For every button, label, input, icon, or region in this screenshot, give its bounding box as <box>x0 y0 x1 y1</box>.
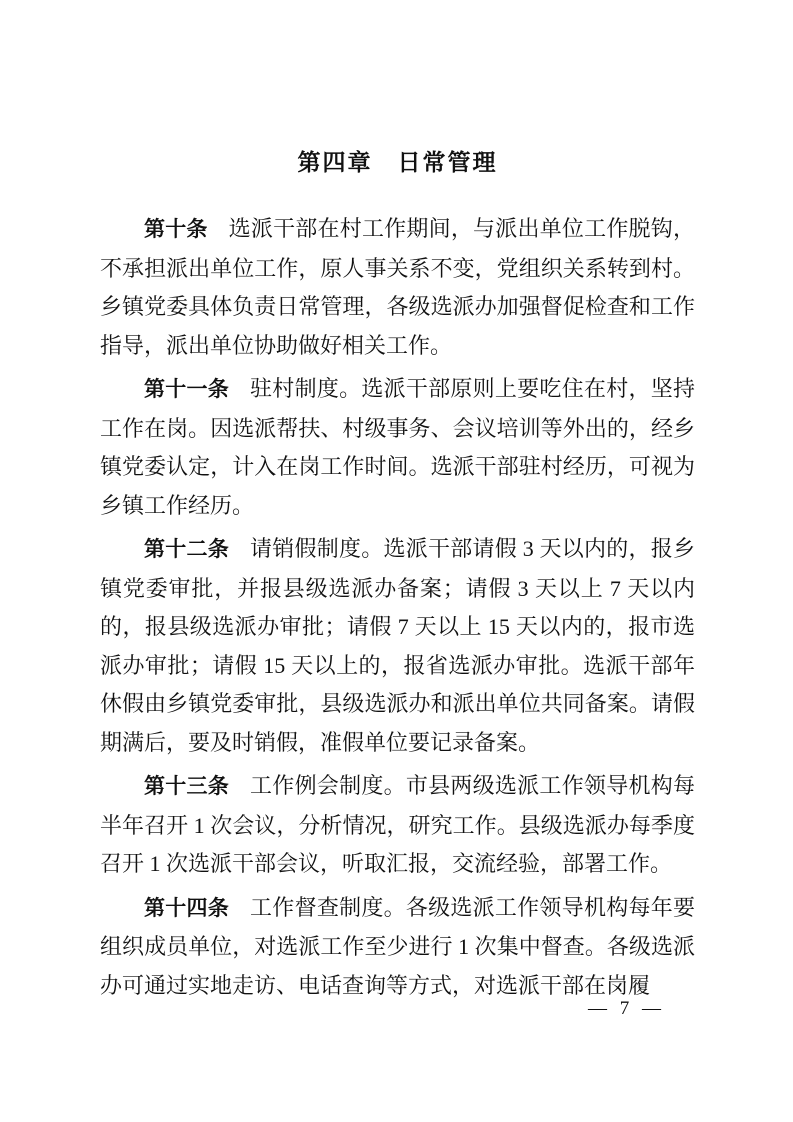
article-number: 第十二条 <box>144 538 229 561</box>
article-paragraph-13 <box>100 767 695 884</box>
article-paragraph-12 <box>100 530 695 762</box>
article-paragraph-14 <box>100 889 695 1006</box>
article-text: 请销假制度。选派干部请假 3 天以内的，报乡镇党委审批，并报县级选派办备案；请假 3 天以上 7 天以内的，报县级选派办审批；请假 7 天以上 15 天以内的，报市选派办审批；请假 15 天以上的，报省选派办审批。选派干部年休假由乡镇党委审批，县级选派办和派出单位共同备案。请假期满后，要及时销假，准假单位要记录备案。 <box>100 536 695 755</box>
article-text: 工作督查制度。各级选派工作领导机构每年要组织成员单位，对选派工作至少进行 1 次集中督查。各级选派办可通过实地走访、电话查询等方式，对选派干部在岗履 <box>100 894 695 998</box>
article-number: 第十三条 <box>144 775 230 798</box>
article-text: 工作例会制度。市县两级选派工作领导机构每半年召开 1 次会议，分析情况，研究工作。县级选派办每季度召开 1 次选派干部会议，听取汇报，交流经验，部署工作。 <box>100 773 695 876</box>
article-paragraph-10 <box>100 210 695 365</box>
article-text: 选派干部在村工作期间，与派出单位工作脱钩，不承担派出单位工作，原人事关系不变，党组织关系转到村。乡镇党委具体负责日常管理，各级选派办加强督促检查和工作指导，派出单位协助做好相关工作。 <box>100 216 695 358</box>
article-number: 第十条 <box>144 218 208 241</box>
chapter-title: 第四章 日常管理 <box>297 150 498 175</box>
document-body <box>100 210 695 1005</box>
article-text: 驻村制度。选派干部原则上要吃住在村，坚持工作在岗。因选派帮扶、村级事务、会议培训等外出的，经乡镇党委认定，计入在岗工作时间。选派干部驻村经历，可视为乡镇工作经历。 <box>100 376 695 518</box>
page-number: — 7 — <box>588 998 665 1019</box>
article-number: 第十一条 <box>144 378 230 401</box>
article-paragraph-11 <box>100 370 695 525</box>
article-number: 第十四条 <box>144 896 230 920</box>
